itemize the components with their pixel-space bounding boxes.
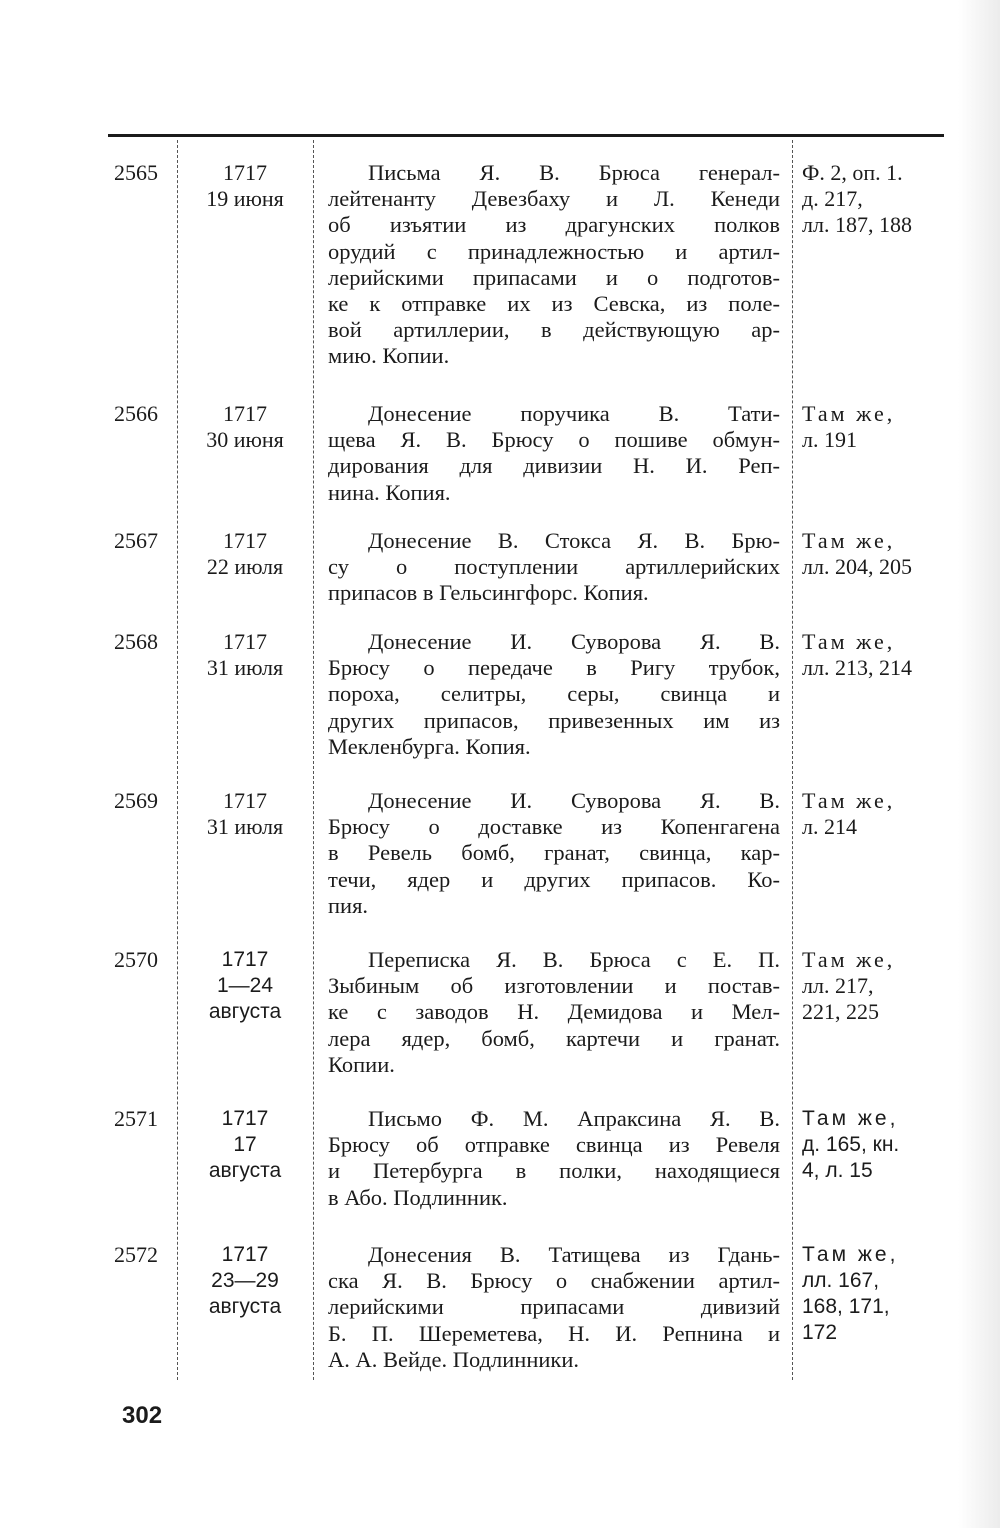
desc-line: и Петербурга в полки, находящиеся — [328, 1158, 780, 1184]
ref-line: д. 165, кн. — [802, 1133, 900, 1156]
desc-line: дирования для дивизии Н. И. Реп- — [328, 453, 780, 479]
desc-line: Брюсу о доставке из Копенгагена — [328, 814, 780, 840]
ref-line: 172 — [802, 1321, 838, 1344]
desc-line: течи, ядер и других припасов. Ко- — [328, 866, 780, 892]
entry-date — [182, 401, 308, 453]
archive-reference — [802, 160, 952, 238]
ref-line: Там же, — [802, 401, 896, 426]
entry-description — [328, 1242, 780, 1373]
date-day: 22 июля — [206, 554, 284, 579]
desc-line: лейтенанту Девезбаху и Л. Кенеди — [328, 186, 780, 212]
ref-line: Там же, — [802, 528, 896, 553]
desc-line: А. А. Вейде. Подлинники. — [328, 1346, 580, 1372]
date-year: 1717 — [223, 528, 267, 553]
entry-description — [328, 629, 780, 760]
entry-number: 2568 — [114, 629, 158, 654]
page-number: 302 — [122, 1402, 163, 1429]
archive-reference — [802, 1106, 952, 1184]
date-day: 17 — [233, 1133, 257, 1156]
desc-line: Письмо Ф. М. Апраксина Я. В. — [368, 1106, 780, 1131]
entry-date — [182, 1106, 308, 1184]
desc-line: мию. Копии. — [328, 343, 450, 369]
date-year: 1717 — [223, 629, 267, 654]
desc-line: ке к отправке их из Севска, из поле- — [328, 291, 780, 317]
entry-number: 2565 — [114, 160, 158, 185]
entry-description — [328, 160, 780, 370]
date-day: 30 июня — [206, 427, 284, 452]
desc-line: Брюсу о передаче в Ригу трубок, — [328, 655, 780, 681]
desc-line: щева Я. В. Брюсу о пошиве обмун- — [328, 427, 780, 453]
entry-number: 2569 — [114, 788, 158, 813]
date-day: 31 июля — [206, 655, 284, 680]
entry-date — [182, 1242, 308, 1320]
entry-number: 2572 — [114, 1242, 158, 1267]
archive-reference — [802, 1242, 952, 1346]
column-divider-description — [792, 140, 793, 1380]
table-top-rule — [108, 134, 944, 137]
entry-description — [328, 528, 780, 607]
desc-line: Мекленбурга. Копия. — [328, 733, 531, 759]
desc-line: припасов в Гельсингфорс. Копия. — [328, 580, 649, 606]
entry-date — [182, 629, 308, 681]
archive-reference — [802, 629, 952, 681]
ref-line: 221, 225 — [802, 999, 879, 1024]
ref-line: лл. 217, — [802, 973, 874, 998]
date-day: 19 июня — [206, 186, 284, 211]
ref-line: лл. 213, 214 — [802, 655, 912, 680]
date-day: 23—29 — [211, 1269, 279, 1292]
entry-date — [182, 788, 308, 840]
desc-line: в Ревель бомб, гранат, свинца, кар- — [328, 840, 780, 866]
desc-line: Переписка Я. В. Брюса с Е. П. — [368, 947, 780, 972]
page-edge-shadow — [958, 0, 1000, 1528]
date-year: 1717 — [221, 1243, 269, 1266]
entry-number: 2567 — [114, 528, 158, 553]
desc-line: об изъятии из драгунских полков — [328, 212, 780, 238]
desc-line: Письма Я. В. Брюса генерал- — [368, 160, 780, 185]
ref-line: л. 191 — [802, 427, 857, 452]
ref-line: Там же, — [802, 947, 896, 972]
entry-date — [182, 160, 308, 212]
desc-line: су о поступлении артиллерийских — [328, 554, 780, 580]
desc-line: Донесение поручика В. Тати- — [368, 401, 780, 426]
desc-line: Копии. — [328, 1051, 395, 1077]
desc-line: ска Я. В. Брюсу о снабжении артил- — [328, 1268, 780, 1294]
ref-line: Там же, — [802, 788, 896, 813]
ref-line: Там же, — [802, 1243, 899, 1266]
date-year: 1717 — [223, 160, 267, 185]
date-year: 1717 — [221, 1107, 269, 1130]
archive-reference — [802, 401, 952, 453]
desc-line: Брюсу об отправке свинца из Ревеля — [328, 1132, 780, 1158]
desc-line: ке с заводов Н. Демидова и Мел- — [328, 999, 780, 1025]
archive-reference — [802, 788, 952, 840]
entry-description — [328, 947, 780, 1078]
entry-date — [182, 947, 308, 1025]
ref-line: Ф. 2, оп. 1. — [802, 160, 903, 185]
entry-description — [328, 401, 780, 506]
archive-reference — [802, 947, 952, 1025]
desc-line: пороха, селитры, серы, свинца и — [328, 681, 780, 707]
desc-line: Донесение И. Суворова Я. В. — [368, 788, 780, 813]
desc-line: Б. П. Шереметева, Н. И. Репнина и — [328, 1320, 780, 1346]
date-month: августа — [208, 1000, 282, 1023]
desc-line: орудий с принадлежностью и артил- — [328, 238, 780, 264]
desc-line: лерийскими припасами дивизий — [328, 1294, 780, 1320]
ref-line: лл. 204, 205 — [802, 554, 912, 579]
date-year: 1717 — [223, 401, 267, 426]
date-month: августа — [208, 1295, 282, 1318]
entry-number: 2570 — [114, 947, 158, 972]
ref-line: Там же, — [802, 1107, 899, 1130]
ref-line: лл. 167, — [802, 1269, 880, 1292]
entry-description — [328, 1106, 780, 1211]
desc-line: вой артиллерии, в действующую ар- — [328, 317, 780, 343]
ref-line: л. 214 — [802, 814, 857, 839]
entry-number: 2571 — [114, 1106, 158, 1131]
column-divider-number — [177, 140, 178, 1380]
date-year: 1717 — [223, 788, 267, 813]
desc-line: пия. — [328, 892, 369, 918]
desc-line: лера ядер, бомб, картечи и гранат. — [328, 1025, 780, 1051]
date-month: августа — [208, 1159, 282, 1182]
entry-description — [328, 788, 780, 919]
entry-date — [182, 528, 308, 580]
desc-line: лерийскими припасами и о подготов- — [328, 264, 780, 290]
ref-line: д. 217, — [802, 186, 863, 211]
ref-line: лл. 187, 188 — [802, 212, 912, 237]
desc-line: Донесение В. Стокса Я. В. Брю- — [368, 528, 780, 553]
desc-line: Донесения В. Татищева из Гдань- — [368, 1242, 780, 1267]
ref-line: 4, л. 15 — [802, 1159, 873, 1182]
desc-line: Донесение И. Суворова Я. В. — [368, 629, 780, 654]
date-year: 1717 — [221, 948, 269, 971]
date-day: 31 июля — [206, 814, 284, 839]
entry-number: 2566 — [114, 401, 158, 426]
column-divider-date — [313, 140, 314, 1380]
desc-line: нина. Копия. — [328, 479, 451, 505]
archive-reference — [802, 528, 952, 580]
ref-line: 168, 171, — [802, 1295, 890, 1318]
desc-line: в Або. Подлинник. — [328, 1184, 508, 1210]
desc-line: других припасов, привезенных им из — [328, 707, 780, 733]
ref-line: Там же, — [802, 629, 896, 654]
desc-line: Зыбиным об изготовлении и постав- — [328, 973, 780, 999]
date-day: 1—24 — [216, 974, 274, 997]
